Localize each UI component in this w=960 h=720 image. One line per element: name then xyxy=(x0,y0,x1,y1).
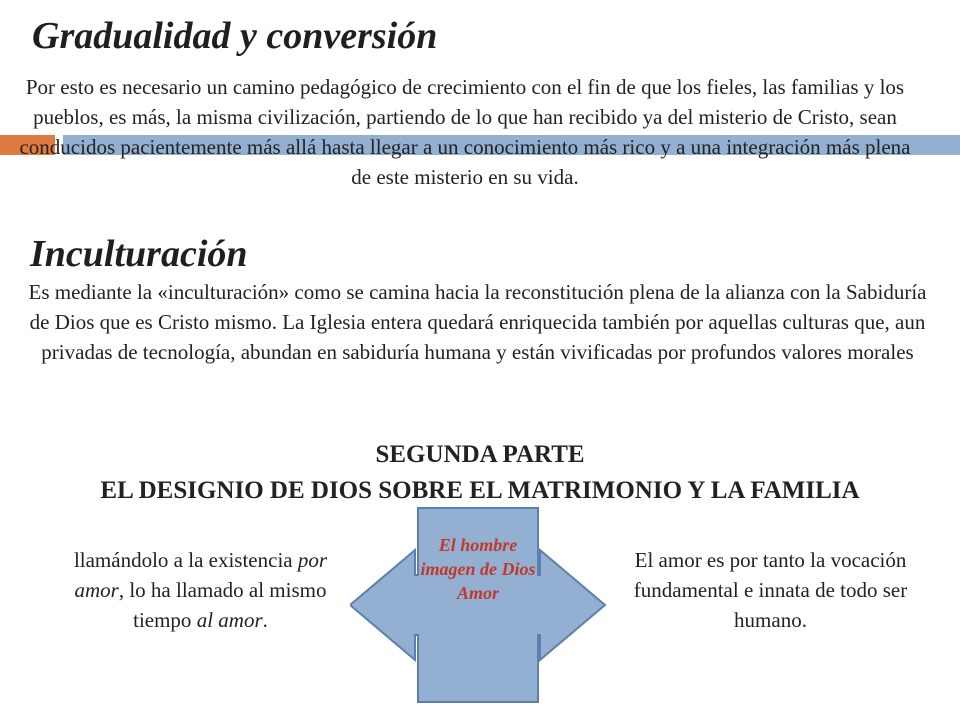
paragraph-inculturacion: Es mediante la «inculturación» como se camina hacia la reconstitución plena de la alianza con la Sabiduría de Dios que es Cristo mismo. La Iglesia entera quedará enriquecida también por aquellas culturas que, aun privadas de tecnología, abundan en sabiduría humana y están vivificadas por profundos valores morales xyxy=(28,280,927,364)
part-heading-line1: SEGUNDA PARTE xyxy=(375,441,585,468)
part-heading-line2: EL DESIGNIO DE DIOS SOBRE EL MATRIMONIO Y LA FAMILIA xyxy=(100,477,860,504)
left-text-part3: . xyxy=(262,608,268,632)
left-text-part1: llamándolo a la existencia xyxy=(73,548,298,572)
left-text-part2: , lo ha llamado al mismo tiempo xyxy=(118,578,327,632)
right-text: El amor es por tanto la vocación fundamental e innata de todo ser humano. xyxy=(633,548,908,632)
paragraph-gradualidad: Por esto es necesario un camino pedagógico de crecimiento con el fin de que los fieles, las familias y los pueblos, es más, la misma civilización, partiendo de lo que han recibido ya del misterio de Cristo, sean conducidos pacientemente más allá hasta llegar a un conocimiento más rico y a una integración más plena de este misterio en su vida. xyxy=(19,75,911,189)
center-label: El hombre imagen de Dios Amor xyxy=(420,535,536,603)
left-text-em2: al amor xyxy=(196,608,263,632)
part-heading xyxy=(30,437,930,509)
left-text-em1: por amor xyxy=(74,548,328,602)
section-title-inculturacion: Inculturación xyxy=(30,233,248,275)
section-title-gradualidad: Gradualidad y conversión xyxy=(32,15,438,57)
left-text xyxy=(58,545,343,635)
